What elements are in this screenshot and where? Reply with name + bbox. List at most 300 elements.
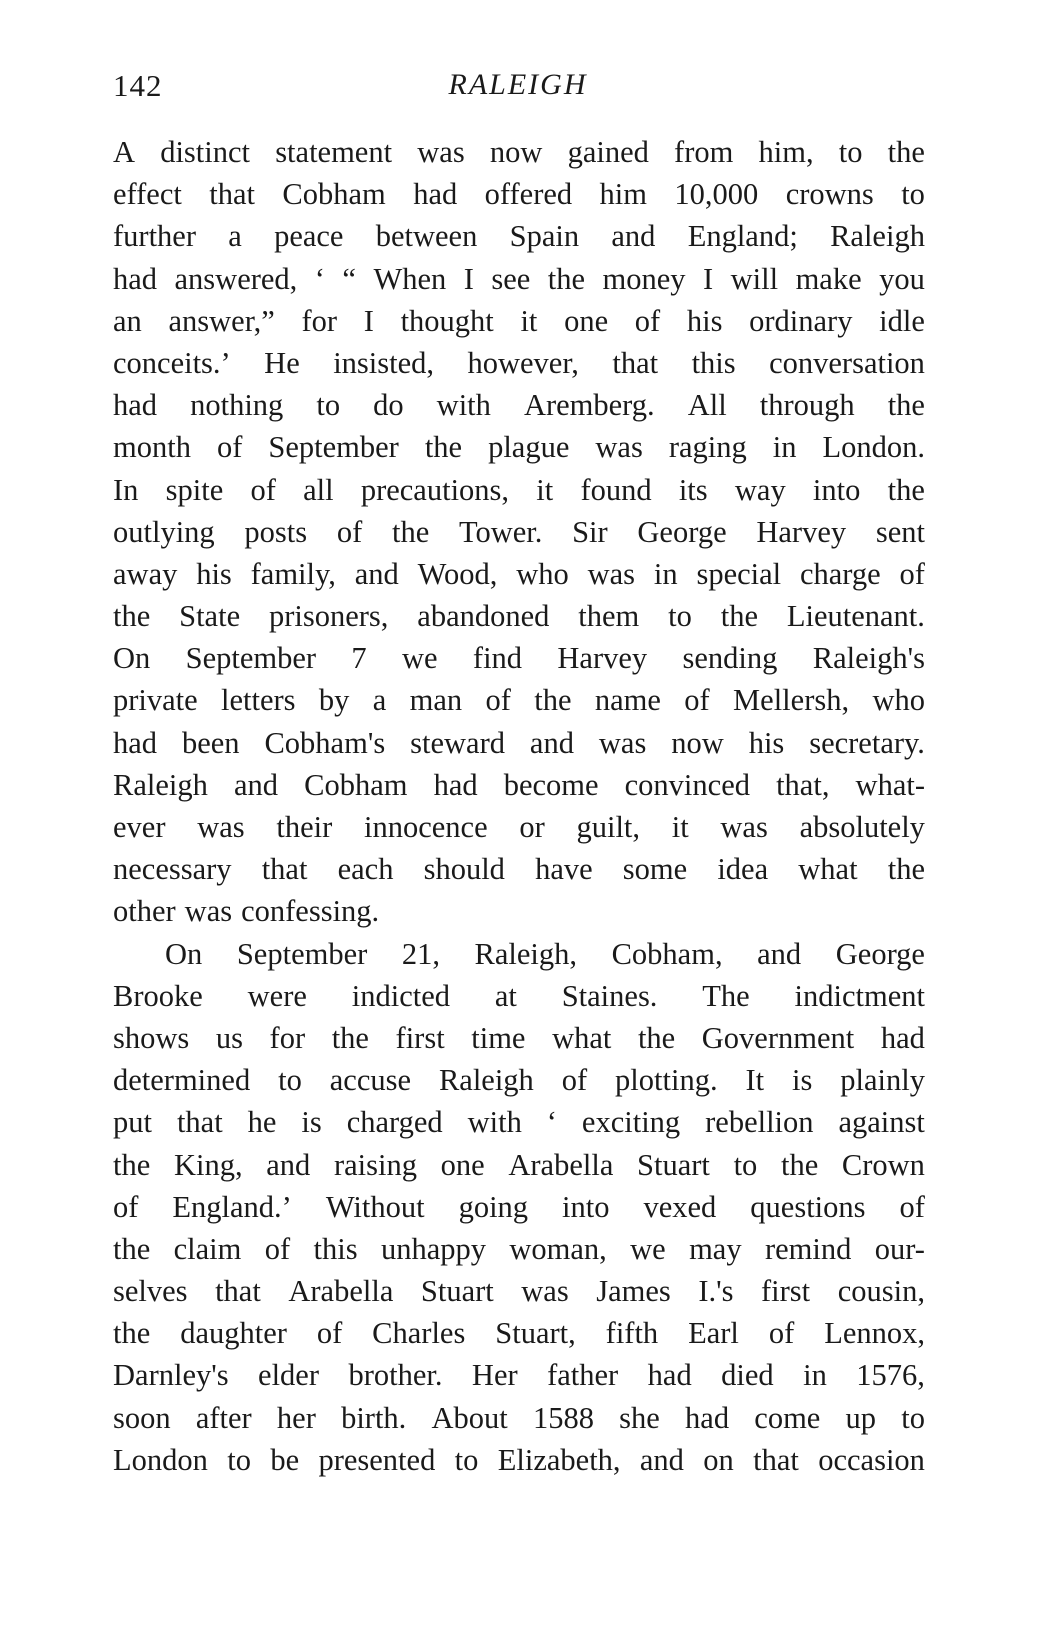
text-line (113, 722, 925, 764)
word: Crown (841, 1147, 925, 1182)
word: them (578, 599, 640, 634)
text-line (113, 890, 925, 932)
word: of (768, 1316, 795, 1351)
word: he (247, 1105, 277, 1140)
word: plotting. (615, 1063, 718, 1098)
word: what- (855, 767, 925, 802)
word: who (872, 683, 925, 718)
word: the (887, 852, 925, 887)
text-line (113, 1101, 925, 1143)
word: way (734, 472, 786, 507)
word: of (684, 683, 710, 718)
word: nothing (190, 388, 284, 423)
word: after (195, 1400, 252, 1435)
word: of (485, 683, 511, 718)
word: charge (799, 556, 881, 591)
word: of (899, 556, 925, 591)
word: James (596, 1274, 671, 1309)
word: questions (750, 1189, 866, 1224)
word: away (113, 556, 178, 591)
text-line (113, 595, 925, 637)
word: conversation (769, 345, 925, 380)
word: other (113, 894, 176, 929)
word: of (264, 1231, 291, 1266)
word: was (184, 894, 233, 929)
word: innocence (363, 810, 488, 844)
word: was (720, 810, 768, 844)
word: fifth (605, 1316, 659, 1351)
word: sending (682, 641, 778, 676)
word: to (668, 599, 692, 634)
word: distinct (160, 135, 251, 169)
word: will (730, 261, 779, 296)
word: was (197, 810, 245, 844)
word: indictment (794, 978, 925, 1013)
word: to (733, 1147, 758, 1182)
word: with (436, 388, 491, 423)
word: her (276, 1400, 316, 1435)
word: to (278, 1063, 302, 1098)
text-line (113, 1439, 925, 1481)
word: Brooke (113, 978, 203, 1013)
word: had (113, 725, 158, 760)
text-line (113, 553, 925, 595)
word: month (113, 430, 191, 465)
word: the (424, 430, 463, 465)
text-line (113, 342, 925, 384)
word: I (363, 303, 374, 338)
word: had (113, 388, 158, 423)
word: had (113, 261, 158, 296)
word: Staines. (561, 978, 658, 1013)
word: in (772, 430, 797, 465)
word: He (264, 345, 300, 380)
word: necessary (113, 852, 232, 887)
word: Cobham (282, 177, 386, 212)
word: ordinary (749, 303, 853, 338)
word: posts (244, 514, 308, 549)
word: be (270, 1442, 300, 1477)
word: The (702, 978, 750, 1013)
word: determined (113, 1063, 251, 1098)
word: it (536, 472, 554, 507)
word: plague (488, 430, 570, 465)
text-line (113, 679, 925, 721)
word: conceits.’ (113, 345, 231, 380)
word: she (619, 1400, 660, 1435)
word: Darnley's (113, 1358, 229, 1393)
word: ever (113, 810, 166, 844)
word: one (440, 1147, 485, 1182)
word: of (899, 1189, 925, 1224)
word: should (423, 852, 505, 887)
word: now (489, 135, 543, 169)
word: found (580, 472, 652, 507)
word: we (630, 1231, 666, 1266)
word: King, (173, 1147, 243, 1182)
text-line (113, 1186, 925, 1228)
word: rebellion (705, 1105, 814, 1140)
word: time (471, 1020, 526, 1055)
word: plainly (840, 1063, 925, 1098)
text-line (113, 1354, 925, 1396)
word: Raleigh (438, 1063, 534, 1098)
word: him (599, 177, 647, 212)
word: Cobham (304, 767, 408, 802)
word: at (494, 978, 517, 1013)
page-number: 142 (113, 68, 163, 103)
word: shows (113, 1020, 190, 1055)
word: of (316, 1316, 343, 1351)
word: and (233, 767, 279, 802)
word: When (373, 261, 447, 296)
word: vexed (643, 1189, 717, 1224)
word: guilt, (576, 810, 641, 844)
text-line (113, 1059, 925, 1101)
word: It (745, 1063, 765, 1098)
word: I (463, 261, 474, 296)
word: and (266, 1147, 311, 1182)
word: Earl (688, 1316, 739, 1351)
word: died (721, 1358, 774, 1393)
text-line (113, 258, 925, 300)
word: a (228, 219, 242, 254)
word: come (754, 1400, 821, 1435)
word: answer,” (168, 303, 275, 338)
word: against (838, 1105, 925, 1140)
text-line (113, 511, 925, 553)
word: may (689, 1231, 742, 1266)
text-line (113, 1144, 925, 1186)
word: this (691, 345, 736, 380)
word: secretary. (809, 725, 925, 760)
word: money (602, 261, 686, 296)
word: On (113, 641, 151, 676)
text-line (113, 173, 925, 215)
word: Spain (509, 219, 580, 254)
word: special (696, 556, 782, 591)
word: peace (274, 219, 344, 254)
word: Arabella (288, 1274, 394, 1309)
word: selves (113, 1274, 188, 1309)
word: were (247, 978, 307, 1013)
word: the (887, 472, 925, 507)
word: London. (822, 430, 925, 465)
word: and (639, 1442, 684, 1477)
word: that (176, 1105, 223, 1140)
word: Stuart (637, 1147, 710, 1182)
word: that (753, 1442, 799, 1477)
text-line (113, 384, 925, 426)
word: 10,000 (674, 177, 759, 212)
word: to (838, 135, 863, 169)
word: idle (879, 303, 925, 338)
word: the (391, 514, 430, 549)
word: London (113, 1442, 208, 1477)
word: Lennox, (824, 1316, 925, 1351)
word: Mellersh, (733, 683, 850, 718)
text-line (113, 1017, 925, 1059)
word: do (373, 388, 404, 423)
word: Raleigh (113, 767, 208, 802)
word: 1576, (856, 1358, 925, 1393)
word: is (792, 1063, 813, 1098)
word: had (880, 1020, 925, 1055)
text-line (113, 806, 925, 848)
word: their (276, 810, 333, 844)
word: further (113, 219, 196, 254)
word: that (209, 177, 256, 212)
word: the (780, 1147, 819, 1182)
word: his (196, 556, 232, 591)
word: All (687, 388, 727, 423)
word: claim (173, 1231, 242, 1266)
word: the (331, 1020, 369, 1055)
word: first (761, 1274, 811, 1309)
text-line (113, 764, 925, 806)
word: it (520, 303, 538, 338)
word: raging (668, 430, 747, 465)
word: all (303, 472, 334, 507)
word: you (879, 261, 925, 296)
word: accuse (329, 1063, 412, 1098)
word: steward (410, 725, 505, 760)
word: Harvey (756, 514, 847, 549)
word: effect (113, 177, 182, 212)
word: to (316, 388, 341, 423)
word: what (798, 852, 858, 887)
word: Aremberg. (523, 388, 655, 423)
word: woman, (509, 1231, 607, 1266)
word: of (561, 1063, 588, 1098)
word: is (301, 1105, 322, 1140)
word: into (562, 1189, 610, 1224)
word: offered (484, 177, 573, 212)
word: to (227, 1442, 251, 1477)
word: I.'s (698, 1274, 734, 1309)
word: September (268, 430, 399, 465)
word: that (612, 345, 659, 380)
word: put (113, 1105, 152, 1140)
word: statement (275, 135, 393, 169)
word: the (887, 388, 925, 423)
word: the (113, 1147, 151, 1182)
word: spite (165, 472, 224, 507)
text-line (113, 1397, 925, 1439)
word: Arabella (508, 1147, 614, 1182)
word: in (803, 1358, 827, 1393)
word: remind (764, 1231, 852, 1266)
word: soon (113, 1400, 171, 1435)
word: us (215, 1020, 243, 1055)
word: was (587, 556, 636, 591)
word: had (413, 177, 458, 212)
word: of (216, 430, 243, 465)
word: a (372, 683, 387, 718)
word: September (185, 641, 317, 676)
word: the (113, 1316, 151, 1351)
text-line (113, 1312, 925, 1354)
word: of (250, 472, 276, 507)
word: or (519, 810, 545, 844)
word: our- (874, 1231, 925, 1266)
word: what (552, 1020, 612, 1055)
word: up (845, 1400, 877, 1435)
word: see (491, 261, 531, 296)
text-line (113, 637, 925, 679)
word: however, (467, 345, 579, 380)
word: to (901, 1400, 925, 1435)
word: On (165, 936, 203, 971)
text-line (113, 215, 925, 257)
word: it (671, 810, 689, 844)
word: Stuart, (495, 1316, 576, 1351)
word: an (113, 303, 142, 338)
word: first (395, 1020, 445, 1055)
word: outlying (113, 514, 215, 549)
word: charged (346, 1105, 443, 1140)
word: Tower. (458, 514, 543, 549)
word: his (748, 725, 785, 760)
word: State (179, 599, 241, 634)
word: family, (250, 556, 336, 591)
word: to (454, 1442, 479, 1477)
word: become (503, 767, 599, 802)
word: each (337, 852, 394, 887)
word: gained (567, 135, 649, 169)
word: between (375, 219, 478, 254)
word: on (703, 1442, 734, 1477)
word: Sir (572, 514, 608, 549)
word: Raleigh's (812, 641, 925, 676)
word: through (759, 388, 855, 423)
word: its (678, 472, 708, 507)
word: “ (342, 261, 356, 296)
word: thought (400, 303, 494, 338)
word: the (113, 1231, 151, 1266)
word: Harvey (557, 641, 648, 676)
word: About (431, 1400, 508, 1435)
word: unhappy (380, 1231, 486, 1266)
text-line (113, 975, 925, 1017)
word: presented (318, 1442, 436, 1477)
word: the (534, 683, 572, 718)
word: daughter (180, 1316, 287, 1351)
word: of (336, 514, 363, 549)
word: insisted, (333, 345, 435, 380)
text-line (113, 933, 925, 975)
word: was (417, 135, 465, 169)
word: Government (701, 1020, 855, 1055)
word: Elizabeth, (497, 1442, 621, 1477)
page-header (113, 68, 923, 108)
word: that (215, 1274, 261, 1309)
word: for (269, 1020, 306, 1055)
text-line (113, 848, 925, 890)
word: Wood, (417, 556, 498, 591)
word: for (301, 303, 338, 338)
word: of (634, 303, 661, 338)
text-line (113, 469, 925, 511)
word: elder (258, 1358, 320, 1393)
word: of (113, 1189, 139, 1224)
word: private (113, 683, 198, 718)
word: was (595, 430, 643, 465)
text-line (113, 1270, 925, 1312)
word: the (720, 599, 758, 634)
word: some (622, 852, 688, 887)
word: cousin, (837, 1274, 925, 1309)
word: 21, (401, 936, 440, 971)
word: raising (333, 1147, 417, 1182)
word: make (795, 261, 862, 296)
word: ‘ (546, 1105, 557, 1140)
word: father (547, 1358, 619, 1393)
word: indicted (351, 978, 450, 1013)
word: abandoned (417, 599, 550, 634)
word: this (313, 1231, 358, 1266)
word: exciting (581, 1105, 681, 1140)
word: one (564, 303, 609, 338)
word: Lieutenant. (786, 599, 925, 634)
word: convinced (624, 767, 750, 802)
word: prisoners, (268, 599, 389, 634)
word: into (812, 472, 861, 507)
word: had (685, 1400, 730, 1435)
word: Stuart (420, 1274, 494, 1309)
word: A (113, 135, 136, 169)
text-line (113, 426, 925, 468)
word: in (653, 556, 678, 591)
text-line (113, 131, 925, 173)
word: was (598, 725, 647, 760)
word: brother. (348, 1358, 443, 1393)
word: In (113, 472, 139, 507)
word: with (467, 1105, 522, 1140)
word: the (637, 1020, 676, 1055)
text-line (113, 300, 925, 342)
word: Her (471, 1358, 518, 1393)
word: answered, (174, 261, 298, 296)
word: Without (325, 1189, 425, 1224)
word: and (611, 219, 656, 254)
word: that (261, 852, 308, 887)
word: have (535, 852, 593, 887)
word: occasion (818, 1442, 925, 1477)
word: England; (687, 219, 798, 254)
word: the (887, 135, 925, 169)
word: and (529, 725, 574, 760)
word: to (901, 177, 925, 212)
word: the (547, 261, 586, 296)
word: had (647, 1358, 692, 1393)
word: his (686, 303, 723, 338)
word: precautions, (360, 472, 510, 507)
word: birth. (341, 1400, 407, 1435)
word: 1588 (532, 1400, 594, 1435)
word: was (521, 1274, 569, 1309)
word: Raleigh, (474, 936, 578, 971)
word: absolutely (799, 810, 925, 844)
word: name (594, 683, 661, 718)
word: that, (776, 767, 830, 802)
word: we (402, 641, 438, 676)
word: find (472, 641, 523, 676)
word: 7 (351, 641, 367, 676)
word: September (236, 936, 368, 971)
word: by (318, 683, 350, 718)
word: him, (758, 135, 814, 169)
